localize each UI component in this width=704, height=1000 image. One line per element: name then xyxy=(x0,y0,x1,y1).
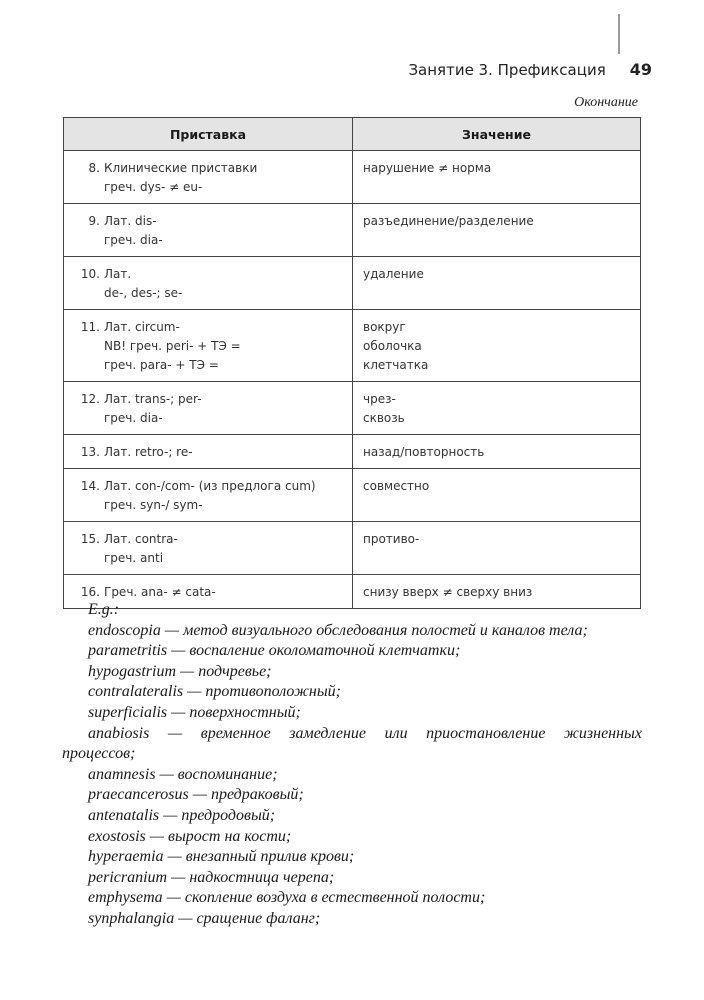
prefix-text: Лат. dis- xyxy=(104,214,157,228)
column-header-meaning: Значение xyxy=(353,118,641,151)
row-number: 13. xyxy=(80,445,100,459)
prefix-cell xyxy=(64,435,353,469)
table-header-row xyxy=(64,118,641,151)
meaning-text: разъединение/разделение xyxy=(363,214,534,228)
example-item: antenatalis — предродовый; xyxy=(88,806,276,824)
example-item: praecancerosus — предраковый; xyxy=(88,786,304,804)
examples-label: E.g.: xyxy=(88,601,120,618)
meaning-text: чрез- xyxy=(363,392,396,406)
prefix-text: Лат. contra- xyxy=(104,532,178,546)
column-header-prefix: Приставка xyxy=(64,118,353,151)
meaning-cell xyxy=(353,435,641,469)
row-number: 10. xyxy=(80,267,100,281)
example-item: hypogastrium — подчревье; xyxy=(88,662,272,680)
meaning-text: снизу вверх ≠ сверху вниз xyxy=(363,585,533,599)
meaning-cell xyxy=(353,310,641,382)
row-number: 15. xyxy=(80,532,100,546)
meaning-text: назад/повторность xyxy=(363,445,485,459)
prefix-text: греч. dia- xyxy=(104,411,163,425)
prefix-text: de-, des-; se- xyxy=(104,286,183,300)
meaning-text: нарушение ≠ норма xyxy=(363,161,492,175)
example-item: hyperaemia — внезапный прилив крови; xyxy=(88,848,355,866)
running-header xyxy=(408,58,652,79)
table-row xyxy=(64,469,641,522)
row-number: 16. xyxy=(80,585,100,599)
prefix-text: Лат. circum- xyxy=(104,320,180,334)
prefix-cell xyxy=(64,257,353,310)
prefix-text: греч. para- + ТЭ = xyxy=(104,358,219,372)
header-divider xyxy=(618,14,620,54)
example-item: pericranium — надкостница черепа; xyxy=(88,868,335,886)
example-item: anamnesis — воспоминание; xyxy=(88,765,278,783)
prefix-text: греч. dia- xyxy=(104,233,163,247)
prefix-text: Лат. retro-; re- xyxy=(104,445,193,459)
prefix-cell xyxy=(64,204,353,257)
meaning-cell xyxy=(353,469,641,522)
meaning-cell xyxy=(353,382,641,435)
example-item: contralateralis — противоположный; xyxy=(88,683,341,701)
prefix-text: Греч. ana- ≠ cata- xyxy=(104,585,216,599)
table-row xyxy=(64,204,641,257)
prefix-cell xyxy=(64,382,353,435)
meaning-cell xyxy=(353,522,641,575)
meaning-cell xyxy=(353,151,641,204)
example-item: superficialis — поверхностный; xyxy=(88,703,301,721)
meaning-cell xyxy=(353,257,641,310)
prefix-text: греч. syn-/ sym- xyxy=(104,498,203,512)
examples-section xyxy=(62,600,642,930)
meaning-text: удаление xyxy=(363,267,424,281)
prefix-table xyxy=(63,117,641,609)
row-number: 12. xyxy=(80,392,100,406)
meaning-text: сквозь xyxy=(363,411,405,425)
example-item: synphalangia — сращение фаланг; xyxy=(88,909,321,927)
table-row xyxy=(64,310,641,382)
example-item: anabiosis — временное замедление или приостановление жизненных xyxy=(88,724,642,742)
prefix-text: NB! греч. peri- + ТЭ = xyxy=(104,339,241,353)
prefix-cell xyxy=(64,151,353,204)
examples-list xyxy=(62,621,642,930)
meaning-text: оболочка xyxy=(363,339,422,353)
prefix-cell xyxy=(64,522,353,575)
page-number: 49 xyxy=(629,60,652,79)
prefix-text: Лат. xyxy=(104,267,132,281)
prefix-text: греч. anti xyxy=(104,551,164,565)
prefix-text: Лат. con-/com- (из предлога cum) xyxy=(104,479,316,493)
table-row xyxy=(64,257,641,310)
prefix-text: Лат. trans-; per- xyxy=(104,392,202,406)
example-item: процессов; xyxy=(62,745,136,763)
meaning-text: противо- xyxy=(363,532,420,546)
table-row xyxy=(64,435,641,469)
continuation-label: Окончание xyxy=(574,95,638,110)
prefix-text: Клинические приставки xyxy=(104,161,258,175)
table-row xyxy=(64,522,641,575)
row-number: 14. xyxy=(80,479,100,493)
prefix-text: греч. dys- ≠ eu- xyxy=(104,180,203,194)
example-item: parametritis — воспаление околоматочной клетчатки; xyxy=(88,642,461,660)
example-item: exostosis — вырост на кости; xyxy=(88,827,292,845)
row-number: 9. xyxy=(88,214,100,228)
example-item: emphysema — скопление воздуха в естественной полости; xyxy=(88,889,486,907)
chapter-title: Занятие 3. Префиксация xyxy=(408,61,606,79)
example-item: endoscopia — метод визуального обследования полостей и каналов тела; xyxy=(88,621,588,639)
row-number: 8. xyxy=(88,161,100,175)
table-row xyxy=(64,151,641,204)
prefix-cell xyxy=(64,310,353,382)
row-number: 11. xyxy=(80,320,100,334)
meaning-text: совместно xyxy=(363,479,430,493)
table-row xyxy=(64,382,641,435)
meaning-text: вокруг xyxy=(363,320,406,334)
meaning-text: клетчатка xyxy=(363,358,429,372)
meaning-cell xyxy=(353,204,641,257)
prefix-cell xyxy=(64,469,353,522)
